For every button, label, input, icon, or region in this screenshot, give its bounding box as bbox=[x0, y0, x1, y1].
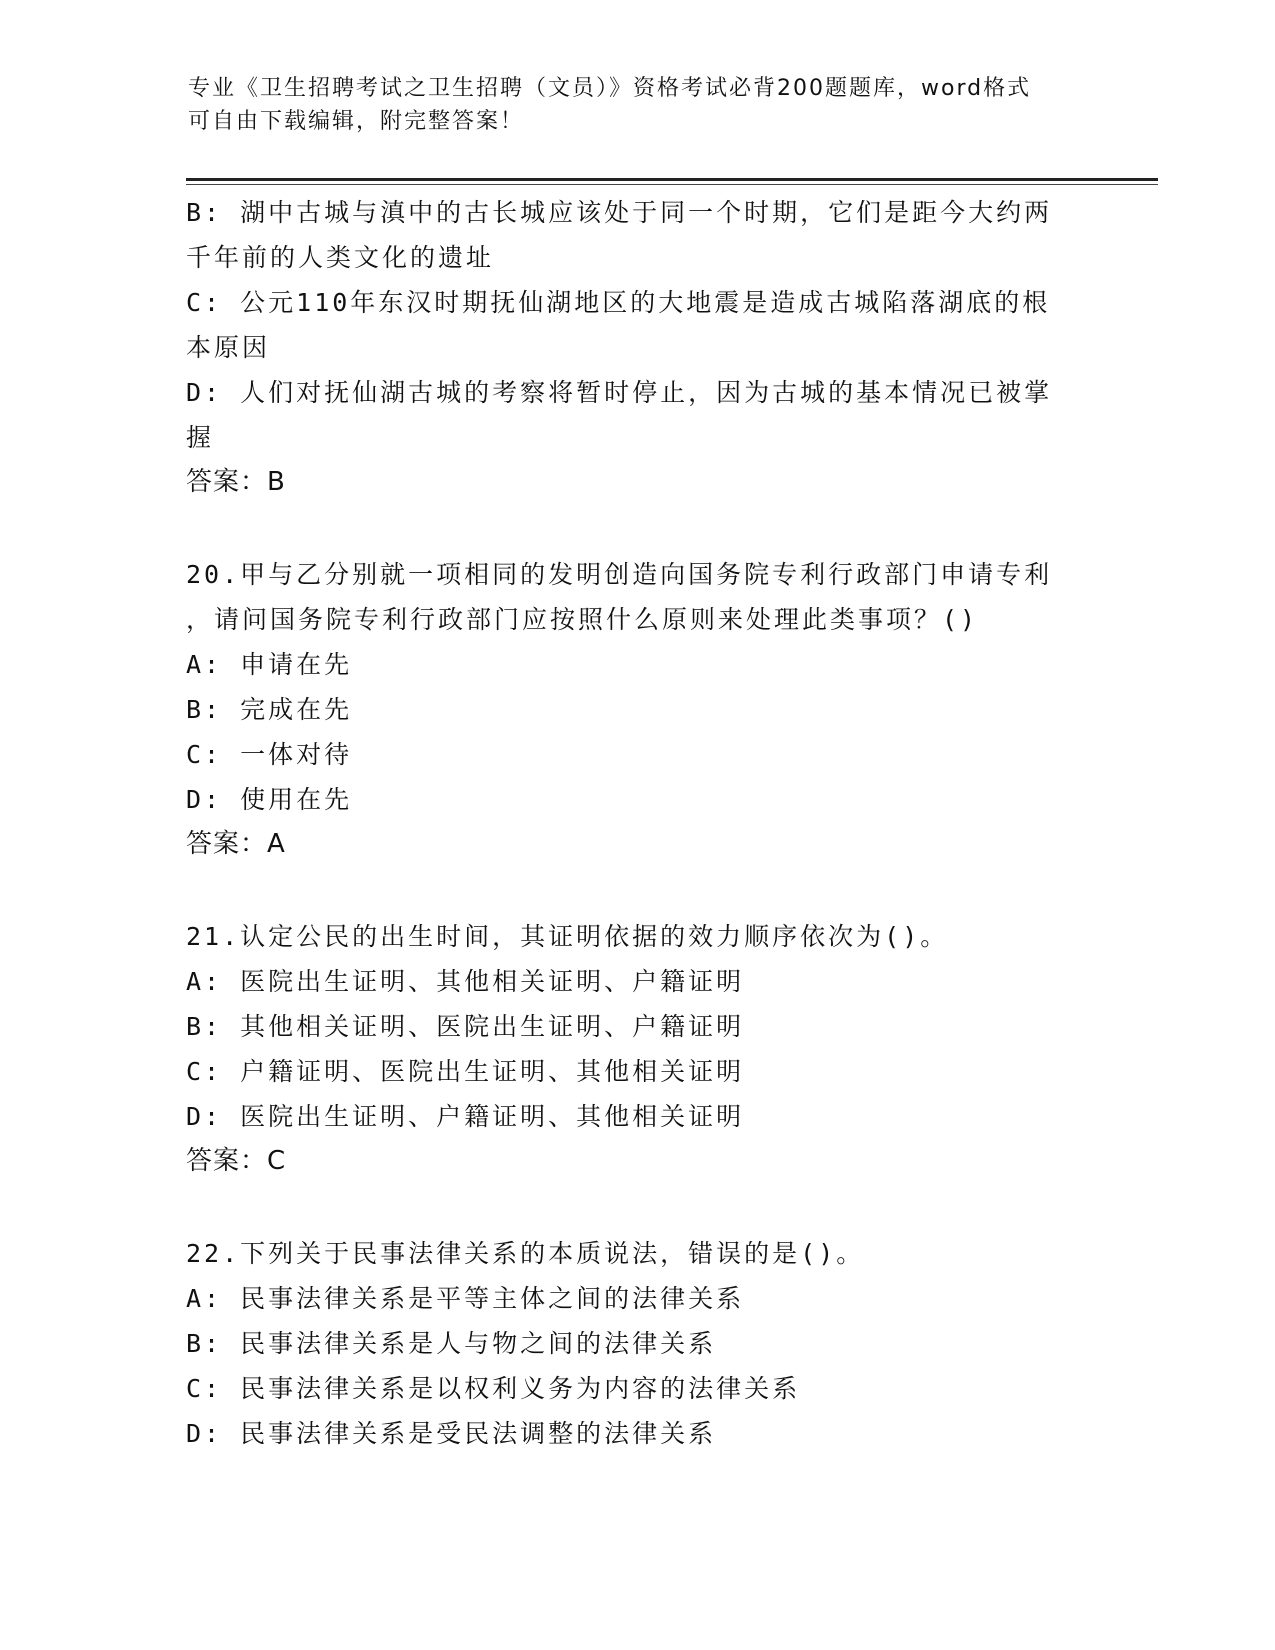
question-22-block bbox=[186, 1231, 1086, 1456]
q21-option-c: C: 户籍证明、医院出生证明、其他相关证明 bbox=[186, 1057, 745, 1086]
q19-option-b-line-2: 千年前的人类文化的遗址 bbox=[186, 243, 495, 272]
q19-option-b-line-1: B: 湖中古城与滇中的古长城应该处于同一个时期，它们是距今大约两 bbox=[186, 198, 1053, 227]
question-21-block bbox=[186, 914, 1086, 1184]
q22-option-d: D: 民事法律关系是受民法调整的法律关系 bbox=[186, 1419, 717, 1448]
q19-option-c-line-2: 本原因 bbox=[186, 333, 271, 362]
q21-answer: 答案：C bbox=[186, 1146, 287, 1176]
q20-option-a: A: 申请在先 bbox=[186, 650, 353, 679]
spacer bbox=[186, 505, 1086, 552]
q20-option-d: D: 使用在先 bbox=[186, 785, 353, 814]
q22-option-a: A: 民事法律关系是平等主体之间的法律关系 bbox=[186, 1284, 745, 1313]
q22-option-c: C: 民事法律关系是以权利义务为内容的法律关系 bbox=[186, 1374, 801, 1403]
q21-stem: 21.认定公民的出生时间，其证明依据的效力顺序依次为()。 bbox=[186, 922, 949, 951]
question-20-block bbox=[186, 552, 1086, 867]
q20-answer: 答案：A bbox=[186, 829, 286, 859]
q21-option-d: D: 医院出生证明、户籍证明、其他相关证明 bbox=[186, 1102, 745, 1131]
q19-option-c-line-1: C: 公元110年东汉时期抚仙湖地区的大地震是造成古城陷落湖底的根 bbox=[186, 288, 1051, 317]
q20-stem-line-2: ，请问国务院专利行政部门应按照什么原则来处理此类事项？() bbox=[186, 605, 979, 634]
spacer bbox=[186, 867, 1086, 914]
question-list bbox=[186, 190, 1086, 1456]
q20-stem-line-1: 20.甲与乙分别就一项相同的发明创造向国务院专利行政部门申请专利 bbox=[186, 560, 1053, 589]
q19-option-d-line-2: 握 bbox=[186, 423, 215, 452]
header-line-1: 专业《卫生招聘考试之卫生招聘（文员）》资格考试必背200题题库，word格式 bbox=[188, 76, 1032, 101]
spacer bbox=[186, 1184, 1086, 1231]
header-divider-thin bbox=[186, 184, 1158, 185]
q20-option-c: C: 一体对待 bbox=[186, 740, 353, 769]
q22-option-b: B: 民事法律关系是人与物之间的法律关系 bbox=[186, 1329, 717, 1358]
document-header bbox=[188, 72, 1088, 138]
header-divider-thick bbox=[186, 178, 1158, 181]
q19-option-d-line-1: D: 人们对抚仙湖古城的考察将暂时停止，因为古城的基本情况已被掌 bbox=[186, 378, 1053, 407]
question-19-block bbox=[186, 190, 1086, 505]
q21-option-a: A: 医院出生证明、其他相关证明、户籍证明 bbox=[186, 967, 745, 996]
header-line-2: 可自由下载编辑，附完整答案！ bbox=[188, 109, 525, 134]
q22-stem: 22.下列关于民事法律关系的本质说法，错误的是()。 bbox=[186, 1239, 865, 1268]
q19-answer: 答案：B bbox=[186, 467, 286, 497]
q20-option-b: B: 完成在先 bbox=[186, 695, 353, 724]
q21-option-b: B: 其他相关证明、医院出生证明、户籍证明 bbox=[186, 1012, 745, 1041]
